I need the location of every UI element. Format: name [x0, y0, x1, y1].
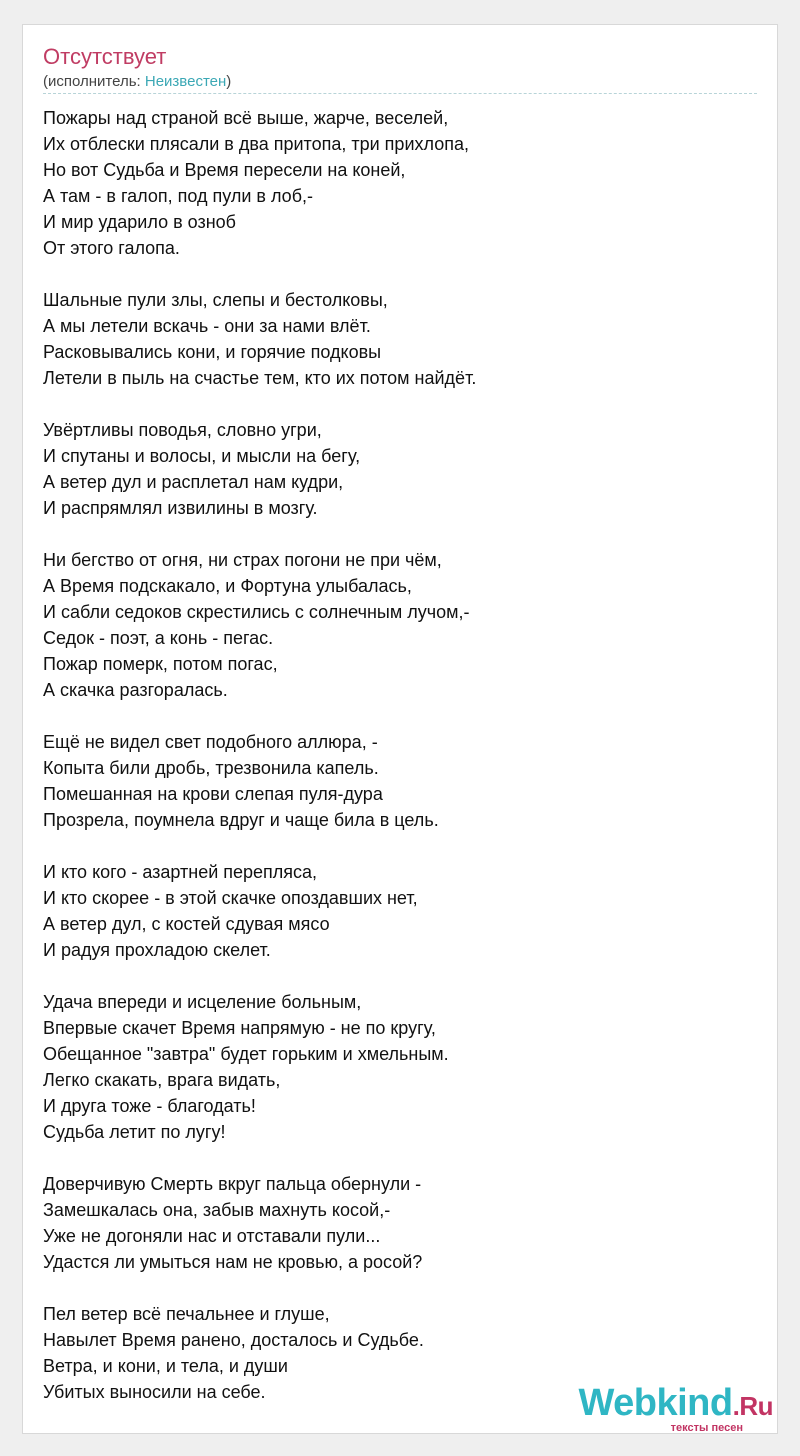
logo-name: Webkind [578, 1382, 733, 1424]
lyric-line: И кто кого - азартней перепляса, [43, 862, 318, 882]
lyric-line: Удача впереди и исцеление больным, [43, 992, 362, 1012]
lyric-line: И спутаны и волосы, и мысли на бегу, [43, 446, 361, 466]
logo-wordmark [578, 1384, 773, 1425]
lyric-line: Судьба летит по лугу! [43, 1122, 226, 1142]
lyric-line: И радуя прохладою скелет. [43, 940, 271, 960]
lyric-line: Доверчивую Смерть вкруг пальца обернули - [43, 1174, 422, 1194]
lyric-line: А там - в галоп, под пули в лоб,- [43, 186, 313, 206]
logo-tld: .Ru [732, 1391, 773, 1421]
lyric-line: Шальные пули злы, слепы и бестолковы, [43, 290, 388, 310]
lyrics-card [22, 24, 778, 1434]
lyric-line: А мы летели вскачь - они за нами влёт. [43, 316, 371, 336]
lyric-line: А скачка разгоралась. [43, 680, 228, 700]
lyric-line: Навылет Время ранено, досталось и Судьбе. [43, 1330, 424, 1350]
lyric-line: А ветер дул, с костей сдувая мясо [43, 914, 330, 934]
lyric-line: Увёртливы поводья, словно угри, [43, 420, 322, 440]
lyric-line: Пожары над страной всё выше, жарче, веселей, [43, 108, 449, 128]
lyric-line: Копыта били дробь, трезвонила капель. [43, 758, 379, 778]
lyrics-body [43, 105, 759, 1431]
title-divider [43, 93, 757, 94]
artist-prefix: (исполнитель: [43, 73, 145, 90]
lyric-line: Прозрела, поумнела вдруг и чаще била в цель. [43, 810, 439, 830]
lyric-line: Убитых выносили на себе. [43, 1382, 266, 1402]
lyric-line: Расковывались кони, и горячие подковы [43, 342, 382, 362]
stanza [43, 417, 759, 521]
lyric-line: Впервые скачет Время напрямую - не по кругу, [43, 1018, 436, 1038]
lyric-line: Летели в пыль на счастье тем, кто их потом найдёт. [43, 368, 477, 388]
artist-line [43, 73, 231, 91]
lyric-line: И сабли седоков скрестились с солнечным лучом,- [43, 602, 470, 622]
lyric-line: Пожар померк, потом погас, [43, 654, 278, 674]
artist-suffix: ) [226, 73, 232, 90]
lyric-line: От этого галопа. [43, 238, 180, 258]
lyric-line: Обещанное "завтра" будет горьким и хмельным. [43, 1044, 449, 1064]
lyric-line: И мир ударило в озноб [43, 212, 236, 232]
song-title: Отсутствует [43, 44, 167, 69]
lyric-line: Уже не догоняли нас и отставали пули... [43, 1226, 381, 1246]
lyric-line: И распрямлял извилины в мозгу. [43, 498, 318, 518]
lyric-line: Их отблески плясали в два притопа, три прихлопа, [43, 134, 469, 154]
lyric-line: И кто скорее - в этой скачке опоздавших нет, [43, 888, 418, 908]
lyric-line: И друга тоже - благодать! [43, 1096, 256, 1116]
lyric-line: Ни бегство от огня, ни страх погони не при чём, [43, 550, 442, 570]
stanza [43, 989, 759, 1145]
stanza [43, 105, 759, 261]
lyric-line: А Время подскакало, и Фортуна улыбалась, [43, 576, 412, 596]
stanza [43, 859, 759, 963]
lyric-line: Но вот Судьба и Время пересели на коней, [43, 160, 406, 180]
stanza [43, 287, 759, 391]
artist-link[interactable]: Неизвестен [144, 73, 227, 90]
lyric-line: Ещё не видел свет подобного аллюра, - [43, 732, 378, 752]
stanza [43, 547, 759, 703]
lyric-line: Удастся ли умыться нам не кровью, а росой? [43, 1252, 423, 1272]
lyric-line: Ветра, и кони, и тела, и души [43, 1356, 288, 1376]
lyric-line: Пел ветер всё печальнее и глуше, [43, 1304, 330, 1324]
lyric-line: А ветер дул и расплетал нам кудри, [43, 472, 344, 492]
stanza [43, 1171, 759, 1275]
lyric-line: Замешкалась она, забыв махнуть косой,- [43, 1200, 391, 1220]
lyric-line: Седок - поэт, а конь - пегас. [43, 628, 274, 648]
lyric-line: Помешанная на крови слепая пуля-дура [43, 784, 383, 804]
lyric-line: Легко скакать, врага видать, [43, 1070, 281, 1090]
stanza [43, 729, 759, 833]
webkind-logo[interactable] [578, 1384, 773, 1434]
logo-tagline: тексты песен [670, 1422, 743, 1434]
